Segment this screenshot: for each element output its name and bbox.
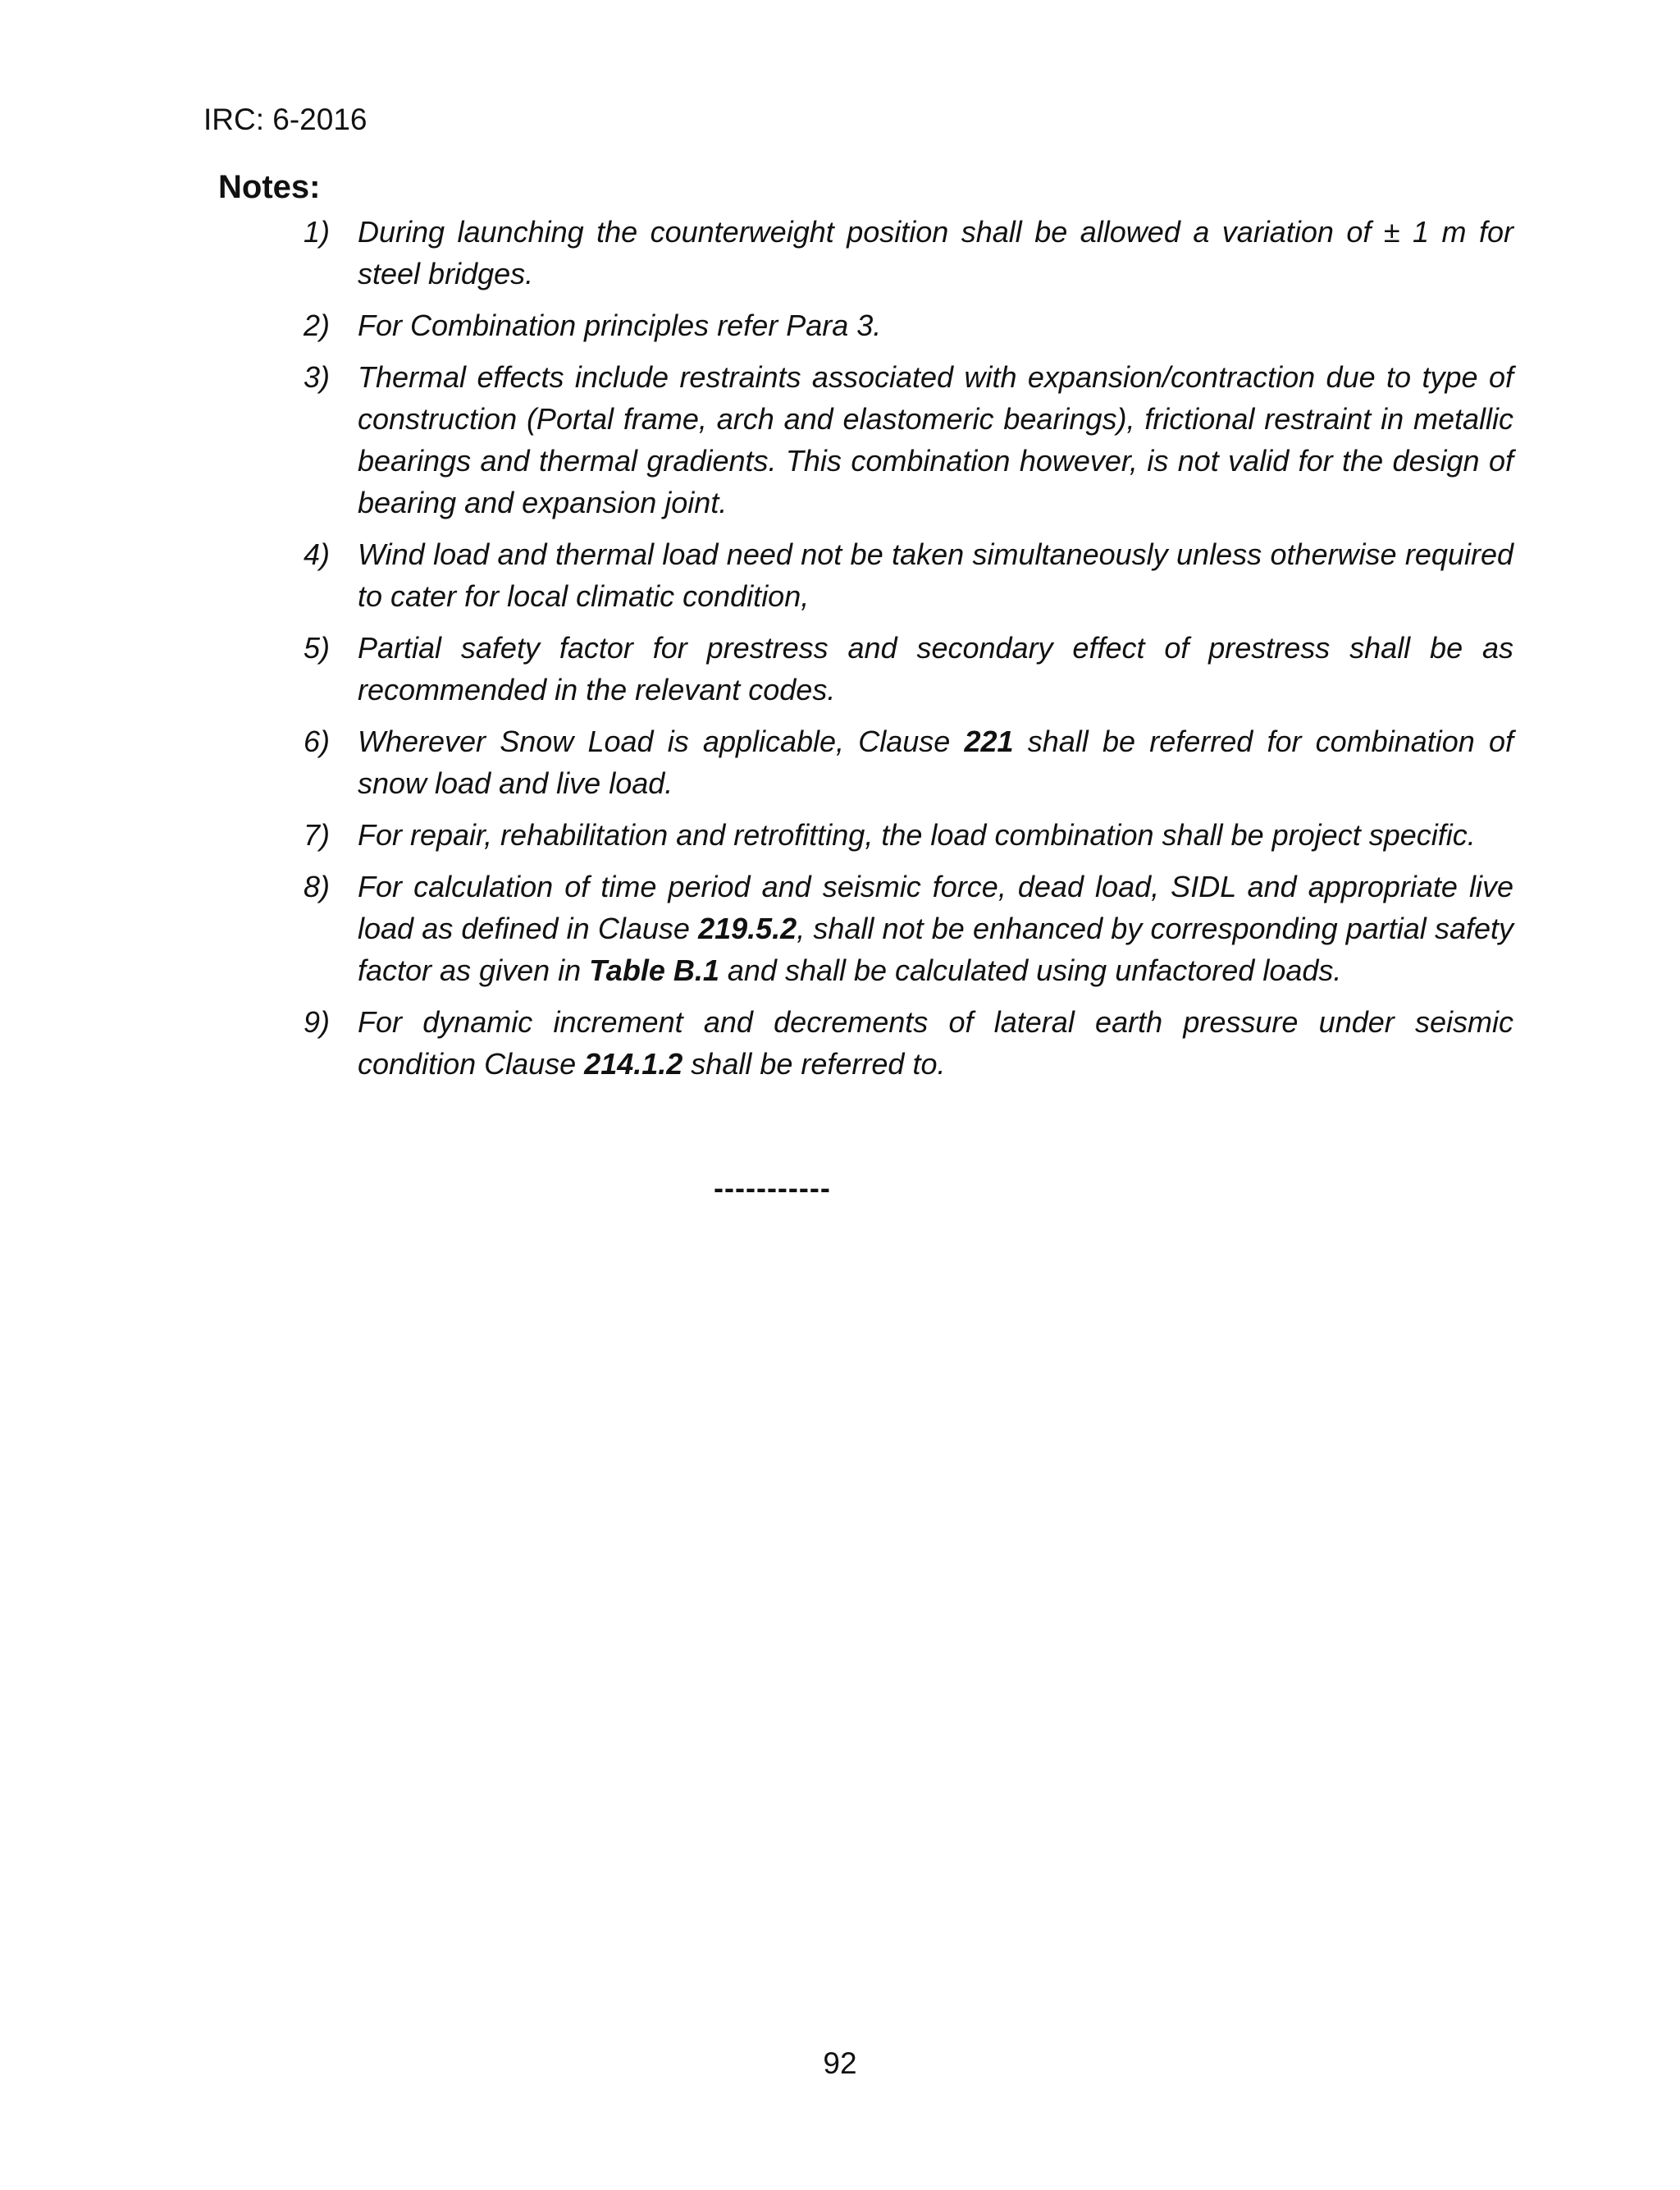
note-number: 9) (304, 1005, 331, 1039)
note-item-3 (304, 356, 1513, 523)
note-item-2 (304, 304, 1513, 346)
notes-list (304, 211, 1513, 1095)
note-text (358, 725, 1513, 800)
note-text-part: Partial safety factor for prestress and secondary effect of prestress shall be as recommended in the relevant codes. (358, 631, 1513, 706)
note-item-8 (304, 866, 1513, 991)
note-text-part: For Combination principles refer Para 3. (358, 309, 882, 342)
note-number: 1) (304, 215, 331, 249)
note-text-part: , shall not be enhanced by corresponding partial safety factor as given in (358, 912, 1513, 987)
clause-reference: 214.1.2 (584, 1047, 683, 1081)
note-text-part: shall be referred for combination of snow load and live load. (358, 725, 1513, 800)
clause-reference: 221 (964, 725, 1014, 758)
note-text (358, 215, 1513, 290)
note-item-7 (304, 814, 1513, 856)
note-number: 8) (304, 870, 331, 903)
page-number: 92 (823, 2046, 857, 2080)
note-item-1 (304, 211, 1513, 295)
note-item-9 (304, 1001, 1513, 1085)
note-text-part: During launching the counterweight position shall be allowed a variation of ± 1 m for steel bridges. (358, 215, 1513, 290)
note-text (358, 309, 881, 342)
note-number: 5) (304, 631, 331, 665)
note-text-part: Wherever Snow Load is applicable, Clause (358, 725, 965, 758)
note-number: 7) (304, 818, 331, 852)
note-item-4 (304, 533, 1513, 617)
note-text-part: For dynamic increment and decrements of lateral earth pressure under seismic condition Clause (358, 1005, 1513, 1081)
note-text (358, 360, 1513, 519)
document-header: IRC: 6-2016 (203, 103, 368, 136)
note-number: 4) (304, 537, 331, 571)
note-text-part: For repair, rehabilitation and retrofitting, the load combination shall be project specific. (358, 818, 1476, 852)
note-text (358, 818, 1476, 852)
note-text-part: Wind load and thermal load need not be taken simultaneously unless otherwise required to cater for local climatic condition, (358, 537, 1513, 613)
end-of-section-rule: ----------- (714, 1171, 831, 1205)
clause-reference: 219.5.2 (698, 912, 797, 945)
note-number: 3) (304, 360, 331, 394)
note-text-part: For calculation of time period and seismic force, dead load, SIDL and appropriate live load as defined in Clause (358, 870, 1513, 945)
note-number: 6) (304, 725, 331, 758)
notes-title: Notes: (218, 169, 321, 205)
note-text (358, 537, 1513, 613)
note-text (358, 631, 1513, 706)
table-reference: Table B.1 (589, 953, 719, 987)
note-text-part: shall be referred to. (682, 1047, 946, 1081)
note-text (358, 1005, 1513, 1081)
note-text-part: Thermal effects include restraints associated with expansion/contraction due to type of construction (Portal frame, arch and elastomeric bearings), frictional restraint in metallic bearings and thermal gradients. This combination however, is not valid for the design of bearing and expansion joint. (358, 360, 1513, 519)
note-text-part: and shall be calculated using unfactored loads. (719, 953, 1342, 987)
note-text (358, 870, 1513, 987)
note-number: 2) (304, 309, 331, 342)
note-item-6 (304, 720, 1513, 804)
note-item-5 (304, 627, 1513, 711)
